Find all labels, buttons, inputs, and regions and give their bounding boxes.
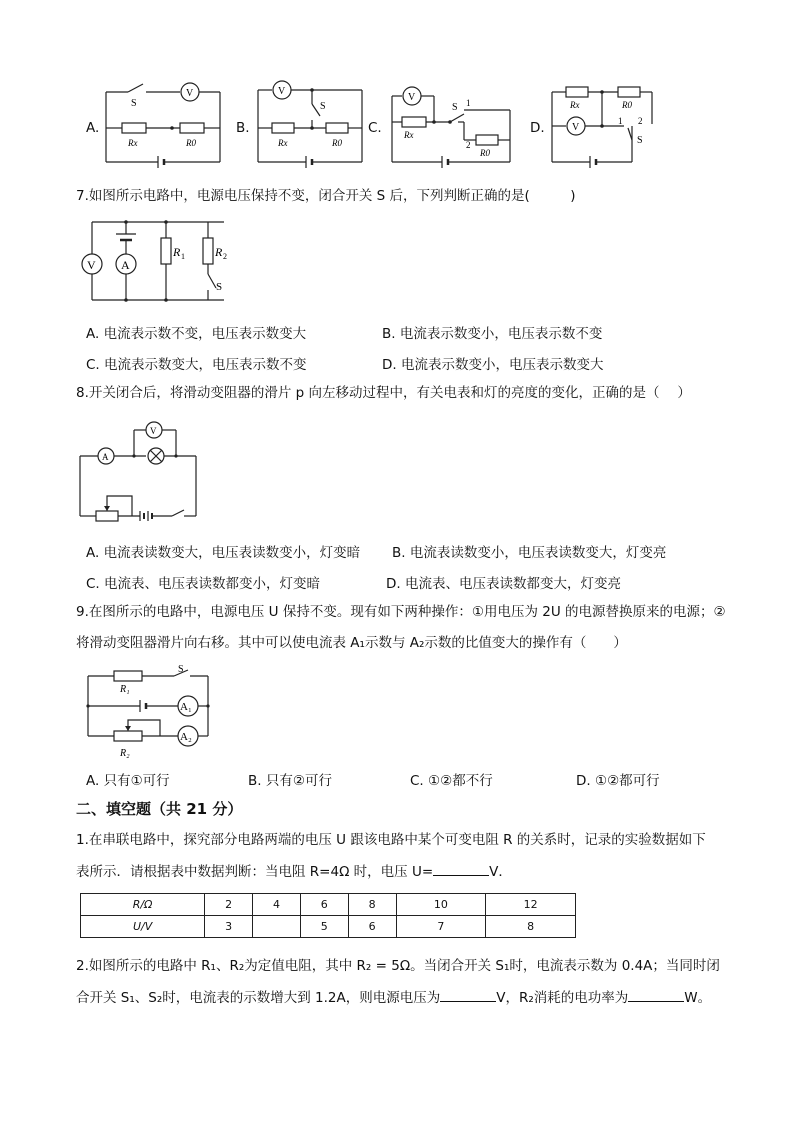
q7-r2-sub: 2: [223, 252, 227, 261]
table-cell: 8: [486, 916, 576, 938]
q6-option-a-letter: A.: [86, 120, 100, 136]
q9-option-d: D. ①②都可行: [576, 773, 660, 789]
q6c-terminal-1: 1: [466, 98, 471, 108]
q6a-v-label: V: [186, 88, 194, 99]
q6c-v-label: V: [408, 92, 416, 103]
table-cell: 6: [348, 916, 396, 938]
q9-stem-line1: 9.在图所示的电路中，电源电压 U 保持不变。现有如下两种操作：①用电压为 2U 的电源替换原来的电源；②: [76, 604, 726, 620]
q6a-rx-label: Rx: [128, 138, 138, 148]
q6d-v-label: V: [572, 122, 580, 133]
table-cell: 6: [300, 894, 348, 916]
q7-option-a: A. 电流表示数不变，电压表示数变大: [86, 326, 307, 342]
q6-option-a-circuit: [98, 80, 228, 175]
q6-option-c-circuit: [384, 80, 519, 175]
q6d-s-label: S: [637, 135, 643, 146]
q7-r1-sub: 1: [181, 252, 185, 261]
table-cell: 8: [348, 894, 396, 916]
table-header-u: U/V: [81, 916, 205, 938]
fill2-line2-text-c: W。: [684, 990, 712, 1006]
q6b-r0-label: R0: [332, 138, 342, 148]
q9-circuit: [80, 664, 215, 760]
table-header-r: R/Ω: [81, 894, 205, 916]
q6b-rx-label: Rx: [278, 138, 288, 148]
q8-voltmeter-label: V: [150, 426, 157, 436]
fill2-line2-text-a: 合开关 S₁、S₂时，电流表的示数增大到 1.2A，则电源电压为: [76, 990, 441, 1006]
q6d-terminal-1: 1: [618, 116, 623, 126]
table-cell: 2: [205, 894, 253, 916]
table-cell: 3: [205, 916, 253, 938]
q7-option-c: C. 电流表示数变大，电压表示数不变: [86, 357, 307, 373]
q7-ammeter-label: A: [121, 258, 130, 272]
q6-option-d-circuit: [544, 80, 664, 175]
q6-option-c-letter: C.: [368, 120, 382, 136]
q8-ammeter-label: A: [102, 452, 109, 462]
q9-option-c: C. ①②都不行: [410, 773, 493, 789]
q7-r2-label: R: [215, 245, 223, 259]
section-title: 二、填空题（共 21 分）: [76, 800, 243, 818]
q9-r1-label: R₁: [120, 684, 130, 695]
q8-circuit: [72, 416, 207, 522]
q7-stem: 7.如图所示电路中，电源电压保持不变，闭合开关 S 后，下列判断正确的是( ): [76, 188, 576, 204]
q8-option-d: D. 电流表、电压表读数都变大，灯变亮: [386, 576, 621, 592]
fill2-voltage-blank[interactable]: [440, 987, 496, 1002]
fill2-power-blank[interactable]: [628, 987, 684, 1002]
q9-switch-label: S: [178, 664, 184, 675]
table-cell: [253, 916, 301, 938]
q6-option-d-letter: D.: [530, 120, 545, 136]
q6c-s-label: S: [452, 102, 458, 113]
q6b-s-label: S: [320, 101, 326, 112]
q8-option-a: A. 电流表读数变大，电压表读数变小，灯变暗: [86, 545, 361, 561]
table-cell: 4: [253, 894, 301, 916]
q9-a1-label: A₁: [180, 701, 192, 713]
fill1-line2: [76, 861, 512, 882]
q7-option-b: B. 电流表示数变小，电压表示数不变: [382, 326, 603, 342]
q9-option-b: B. 只有②可行: [248, 773, 332, 789]
table-cell: 5: [300, 916, 348, 938]
q9-a2-label: A₂: [180, 731, 192, 743]
table-cell: 7: [396, 916, 486, 938]
fill1-data-table: [80, 893, 576, 938]
fill1-answer-blank[interactable]: [433, 861, 489, 876]
q7-switch-label: S: [216, 281, 223, 293]
q6d-terminal-2: 2: [638, 116, 643, 126]
q6c-rx-label: Rx: [404, 130, 414, 140]
fill1-line2-text-a: 表所示．请根据表中数据判断：当电阻 R=4Ω 时，电压 U=: [76, 864, 434, 880]
fill1-line2-text-b: V．: [489, 864, 512, 880]
fill2-line2: [76, 987, 711, 1008]
q6a-r0-label: R0: [186, 138, 196, 148]
q6a-s-label: S: [131, 98, 137, 109]
fill2-line1: 2.如图所示的电路中 R₁、R₂为定值电阻，其中 R₂ = 5Ω。当闭合开关 S₁时，电流表示数为 0.4A；当同时闭: [76, 958, 720, 974]
q7-option-d: D. 电流表示数变小，电压表示数变大: [382, 357, 604, 373]
table-row: [81, 894, 576, 916]
q9-option-a: A. 只有①可行: [86, 773, 170, 789]
q6c-terminal-2: 2: [466, 140, 471, 150]
table-row: [81, 916, 576, 938]
q7-circuit: [78, 212, 238, 307]
q6d-rx-label: Rx: [570, 100, 580, 110]
q6-option-b-letter: B.: [236, 120, 250, 136]
q6b-v-label: V: [278, 86, 286, 97]
fill1-line1: 1.在串联电路中，探究部分电路两端的电压 U 跟该电路中某个可变电阻 R 的关系时，记录的实验数据如下: [76, 832, 706, 848]
fill2-line2-text-b: V，R₂消耗的电功率为: [496, 990, 629, 1006]
q8-option-b: B. 电流表读数变小，电压表读数变大，灯变亮: [392, 545, 667, 561]
q6-option-b-circuit: [250, 78, 370, 175]
q8-option-c: C. 电流表、电压表读数都变小，灯变暗: [86, 576, 321, 592]
table-cell: 10: [396, 894, 486, 916]
table-cell: 12: [486, 894, 576, 916]
q6d-r0-label: R0: [622, 100, 632, 110]
q8-stem: 8.开关闭合后，将滑动变阻器的滑片 p 向左移动过程中，有关电表和灯的亮度的变化，正确的是（ ）: [76, 385, 691, 401]
q7-r1-label: R: [173, 245, 181, 259]
q6c-r0-label: R0: [480, 148, 490, 158]
q9-stem-line2: 将滑动变阻器滑片向右移。其中可以使电流表 A₁示数与 A₂示数的比值变大的操作有（ ）: [76, 635, 627, 651]
q7-voltmeter-label: V: [87, 258, 96, 272]
q9-r2-label: R₂: [120, 748, 130, 759]
